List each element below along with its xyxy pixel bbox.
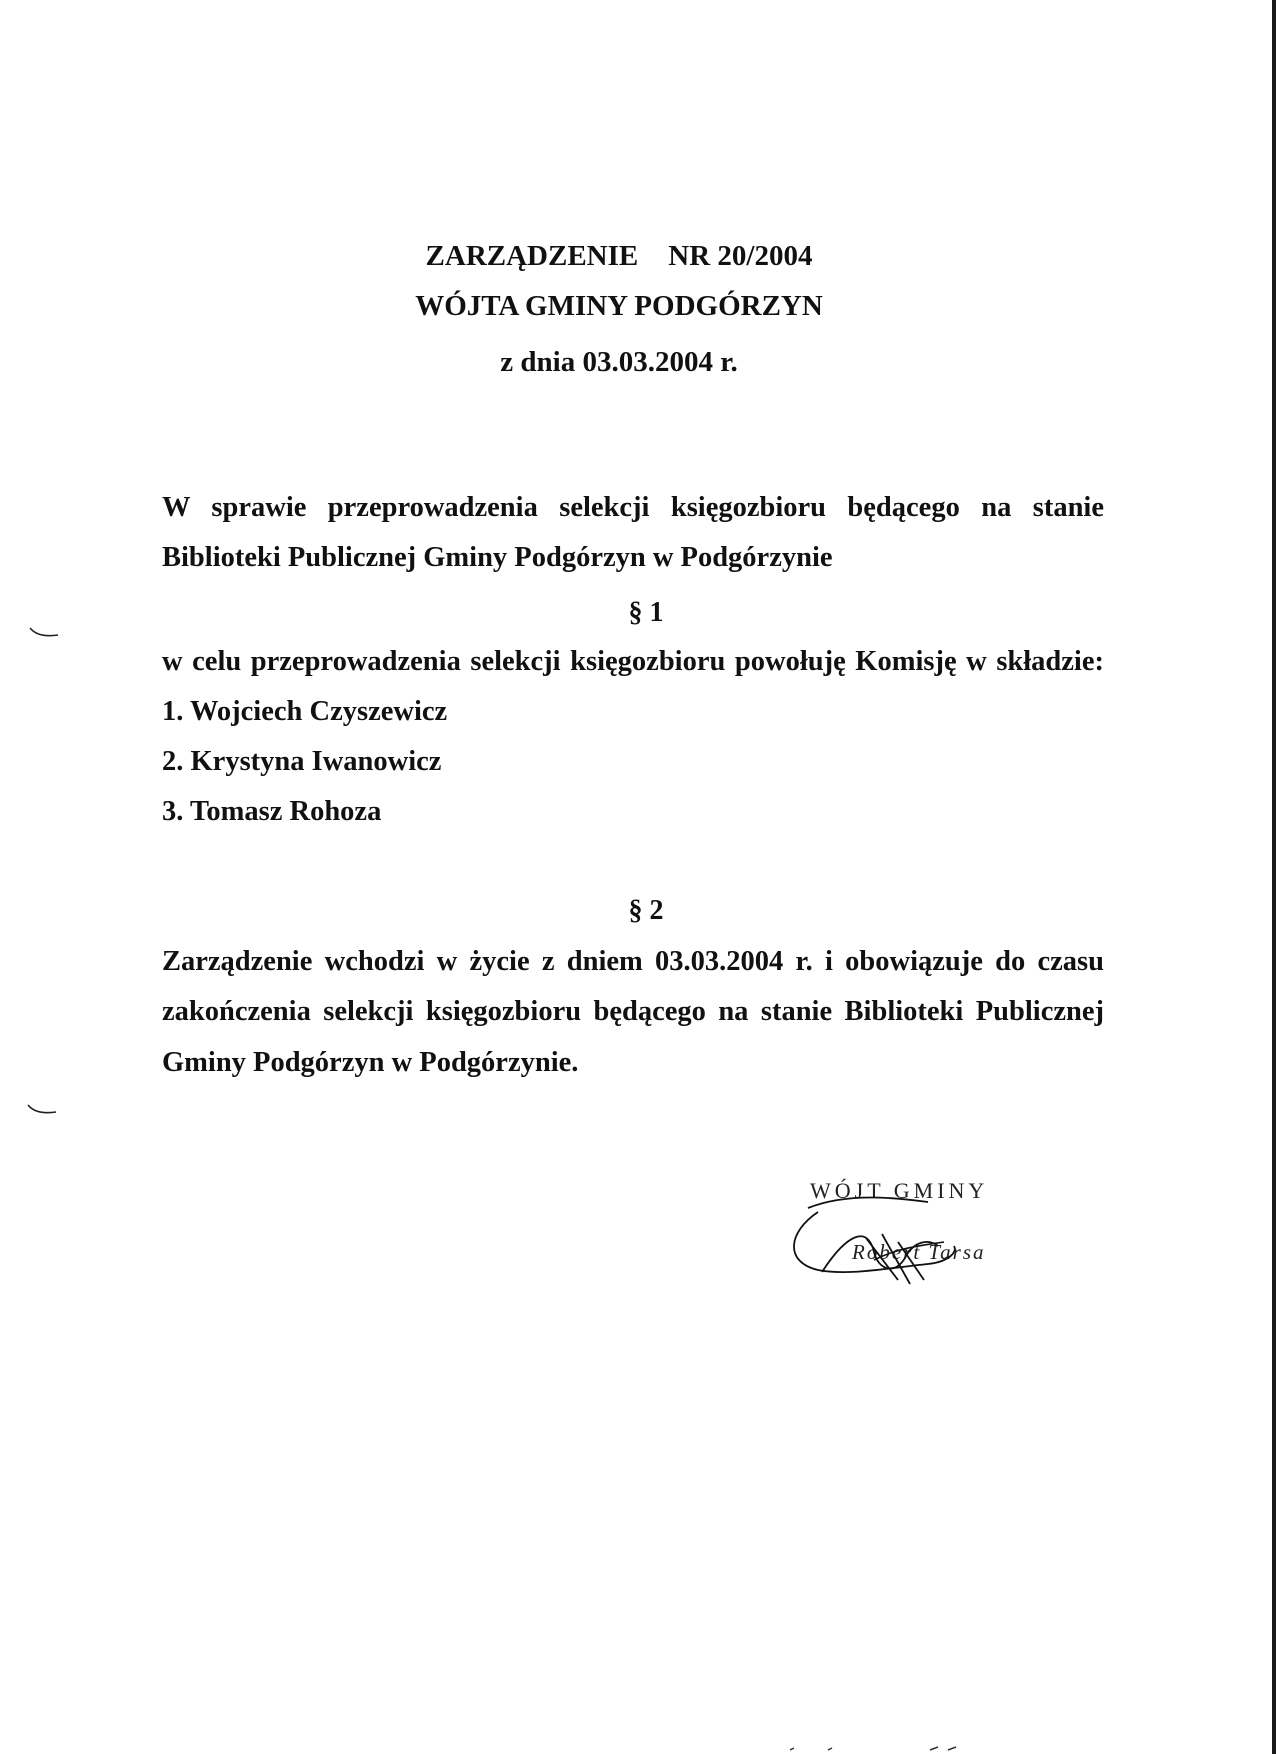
member-list-item: 3. Tomasz Rohoza	[162, 796, 382, 827]
margin-tick-mark	[28, 626, 60, 640]
subject-line-2: Biblioteki Publicznej Gminy Podgórzyn w Podgórzynie	[162, 542, 833, 573]
section-2-line-2: zakończenia selekcji księgozbioru będącego na stanie Biblioteki Publicznej	[162, 996, 1104, 1027]
section-2-heading: § 2	[628, 895, 664, 926]
stamp-title: WÓJT GMINY	[810, 1178, 989, 1203]
subject-line-1: W sprawie przeprowadzenia selekcji księgozbioru będącego na stanie	[162, 492, 1104, 523]
scan-edge-border	[1272, 0, 1276, 1754]
member-list-item: 1. Wojciech Czyszewicz	[162, 696, 448, 727]
section-2-line-3: Gminy Podgórzyn w Podgórzynie.	[162, 1047, 579, 1078]
section-1-intro: w celu przeprowadzenia selekcji księgozbioru powołuję Komisję w składzie:	[162, 646, 1104, 677]
scan-artifact-marks	[780, 1744, 980, 1752]
stamp-name: Robert Tarsa	[852, 1240, 986, 1264]
section-2-line-1: Zarządzenie wchodzi w życie z dniem 03.03.2004 r. i obowiązuje do czasu	[162, 946, 1104, 977]
section-1-heading: § 1	[628, 597, 664, 628]
title-ordinance-word: ZARZĄDZENIE	[425, 240, 639, 272]
member-list-item: 2. Krystyna Iwanowicz	[162, 746, 442, 777]
document-title-line-1	[0, 238, 1238, 274]
official-stamp	[778, 1172, 1038, 1302]
document-date: z dnia 03.03.2004 r.	[500, 346, 738, 378]
handwritten-signature	[778, 1172, 1038, 1302]
margin-tick-mark	[26, 1103, 58, 1117]
document-title-line-2: WÓJTA GMINY PODGÓRZYN	[415, 290, 823, 322]
title-ordinance-number: NR 20/2004	[668, 240, 813, 272]
